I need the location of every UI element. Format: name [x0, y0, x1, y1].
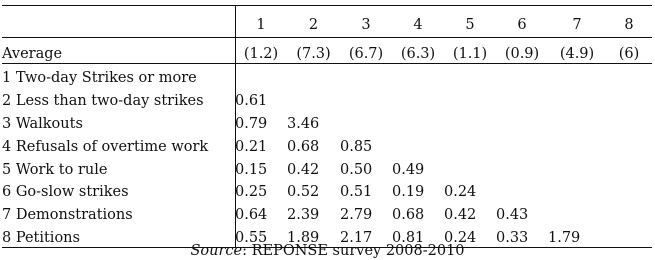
column-header: 5 [465, 17, 475, 33]
row-label: 3 Walkouts [2, 115, 83, 132]
table-cell: 0.42 [287, 161, 320, 178]
source-note [0, 243, 655, 259]
row-label: 7 Demonstrations [2, 207, 133, 224]
table-cell: 0.24 [444, 229, 477, 246]
column-header: 6 [517, 17, 527, 33]
table-cell: 0.81 [392, 229, 425, 246]
average-cell: (6.7) [348, 46, 384, 62]
row-label: 8 Petitions [2, 229, 80, 246]
table-cell: 0.19 [392, 184, 425, 201]
table-cell: 0.21 [235, 138, 268, 155]
table-row [2, 204, 652, 227]
source-label: Source [190, 243, 243, 259]
table-cell: 0.52 [287, 184, 320, 201]
table-cell: 0.24 [444, 184, 477, 201]
average-cell: (4.9) [559, 46, 595, 62]
column-header: 1 [256, 17, 266, 33]
table-cell: 0.61 [235, 93, 268, 110]
column-header: 7 [572, 17, 582, 33]
average-cell: (6.3) [400, 46, 436, 62]
row-label: 2 Less than two-day strikes [2, 93, 204, 110]
table-cell: 0.68 [287, 138, 320, 155]
table-cell: 0.25 [235, 184, 268, 201]
header-corner [2, 5, 235, 41]
average-row [2, 41, 652, 67]
table-cell: 0.49 [392, 161, 425, 178]
column-header: 4 [413, 17, 423, 33]
table-cell: 0.33 [496, 229, 529, 246]
average-cell: (0.9) [504, 46, 540, 62]
table-row [2, 67, 652, 90]
table-row [2, 181, 652, 204]
average-cell: (1.1) [452, 46, 488, 62]
row-label: 4 Refusals of overtime work [2, 138, 209, 155]
table-cell: 2.17 [340, 229, 373, 246]
row-label: Average [2, 46, 63, 62]
header-row [2, 5, 652, 41]
table-cell: 0.51 [340, 184, 373, 201]
table-cell: 0.64 [235, 207, 268, 224]
table-row [2, 90, 652, 113]
table-cell: 0.79 [235, 115, 268, 132]
row-label: 5 Work to rule [2, 161, 108, 178]
table-cell: 2.79 [340, 207, 373, 224]
average-cell: (6) [618, 46, 640, 62]
table-row [2, 158, 652, 181]
column-header: 3 [361, 17, 371, 33]
table-cell: 3.46 [287, 115, 320, 132]
table-row [2, 135, 652, 158]
table-cell: 0.68 [392, 207, 425, 224]
table-cell: 0.50 [340, 161, 373, 178]
table-cell: 0.43 [496, 207, 529, 224]
column-header: 2 [308, 17, 319, 33]
table-cell: 1.89 [287, 229, 320, 246]
correlation-table [2, 5, 652, 249]
table-cell: 1.79 [548, 229, 581, 246]
table-cell: 0.42 [444, 207, 477, 224]
average-cell: (1.2) [243, 46, 279, 62]
row-label: 1 Two-day Strikes or more [2, 70, 197, 87]
table-cell: 0.85 [340, 138, 373, 155]
average-cell: (7.3) [296, 46, 331, 62]
source-text: : REPONSE survey 2008-2010 [242, 243, 465, 259]
table-cell: 0.55 [235, 229, 268, 246]
table-cell: 2.39 [287, 207, 320, 224]
row-label: 6 Go-slow strikes [2, 184, 129, 201]
table-cell: 0.15 [235, 161, 268, 178]
column-header: 8 [624, 17, 634, 33]
table-row [2, 113, 652, 136]
